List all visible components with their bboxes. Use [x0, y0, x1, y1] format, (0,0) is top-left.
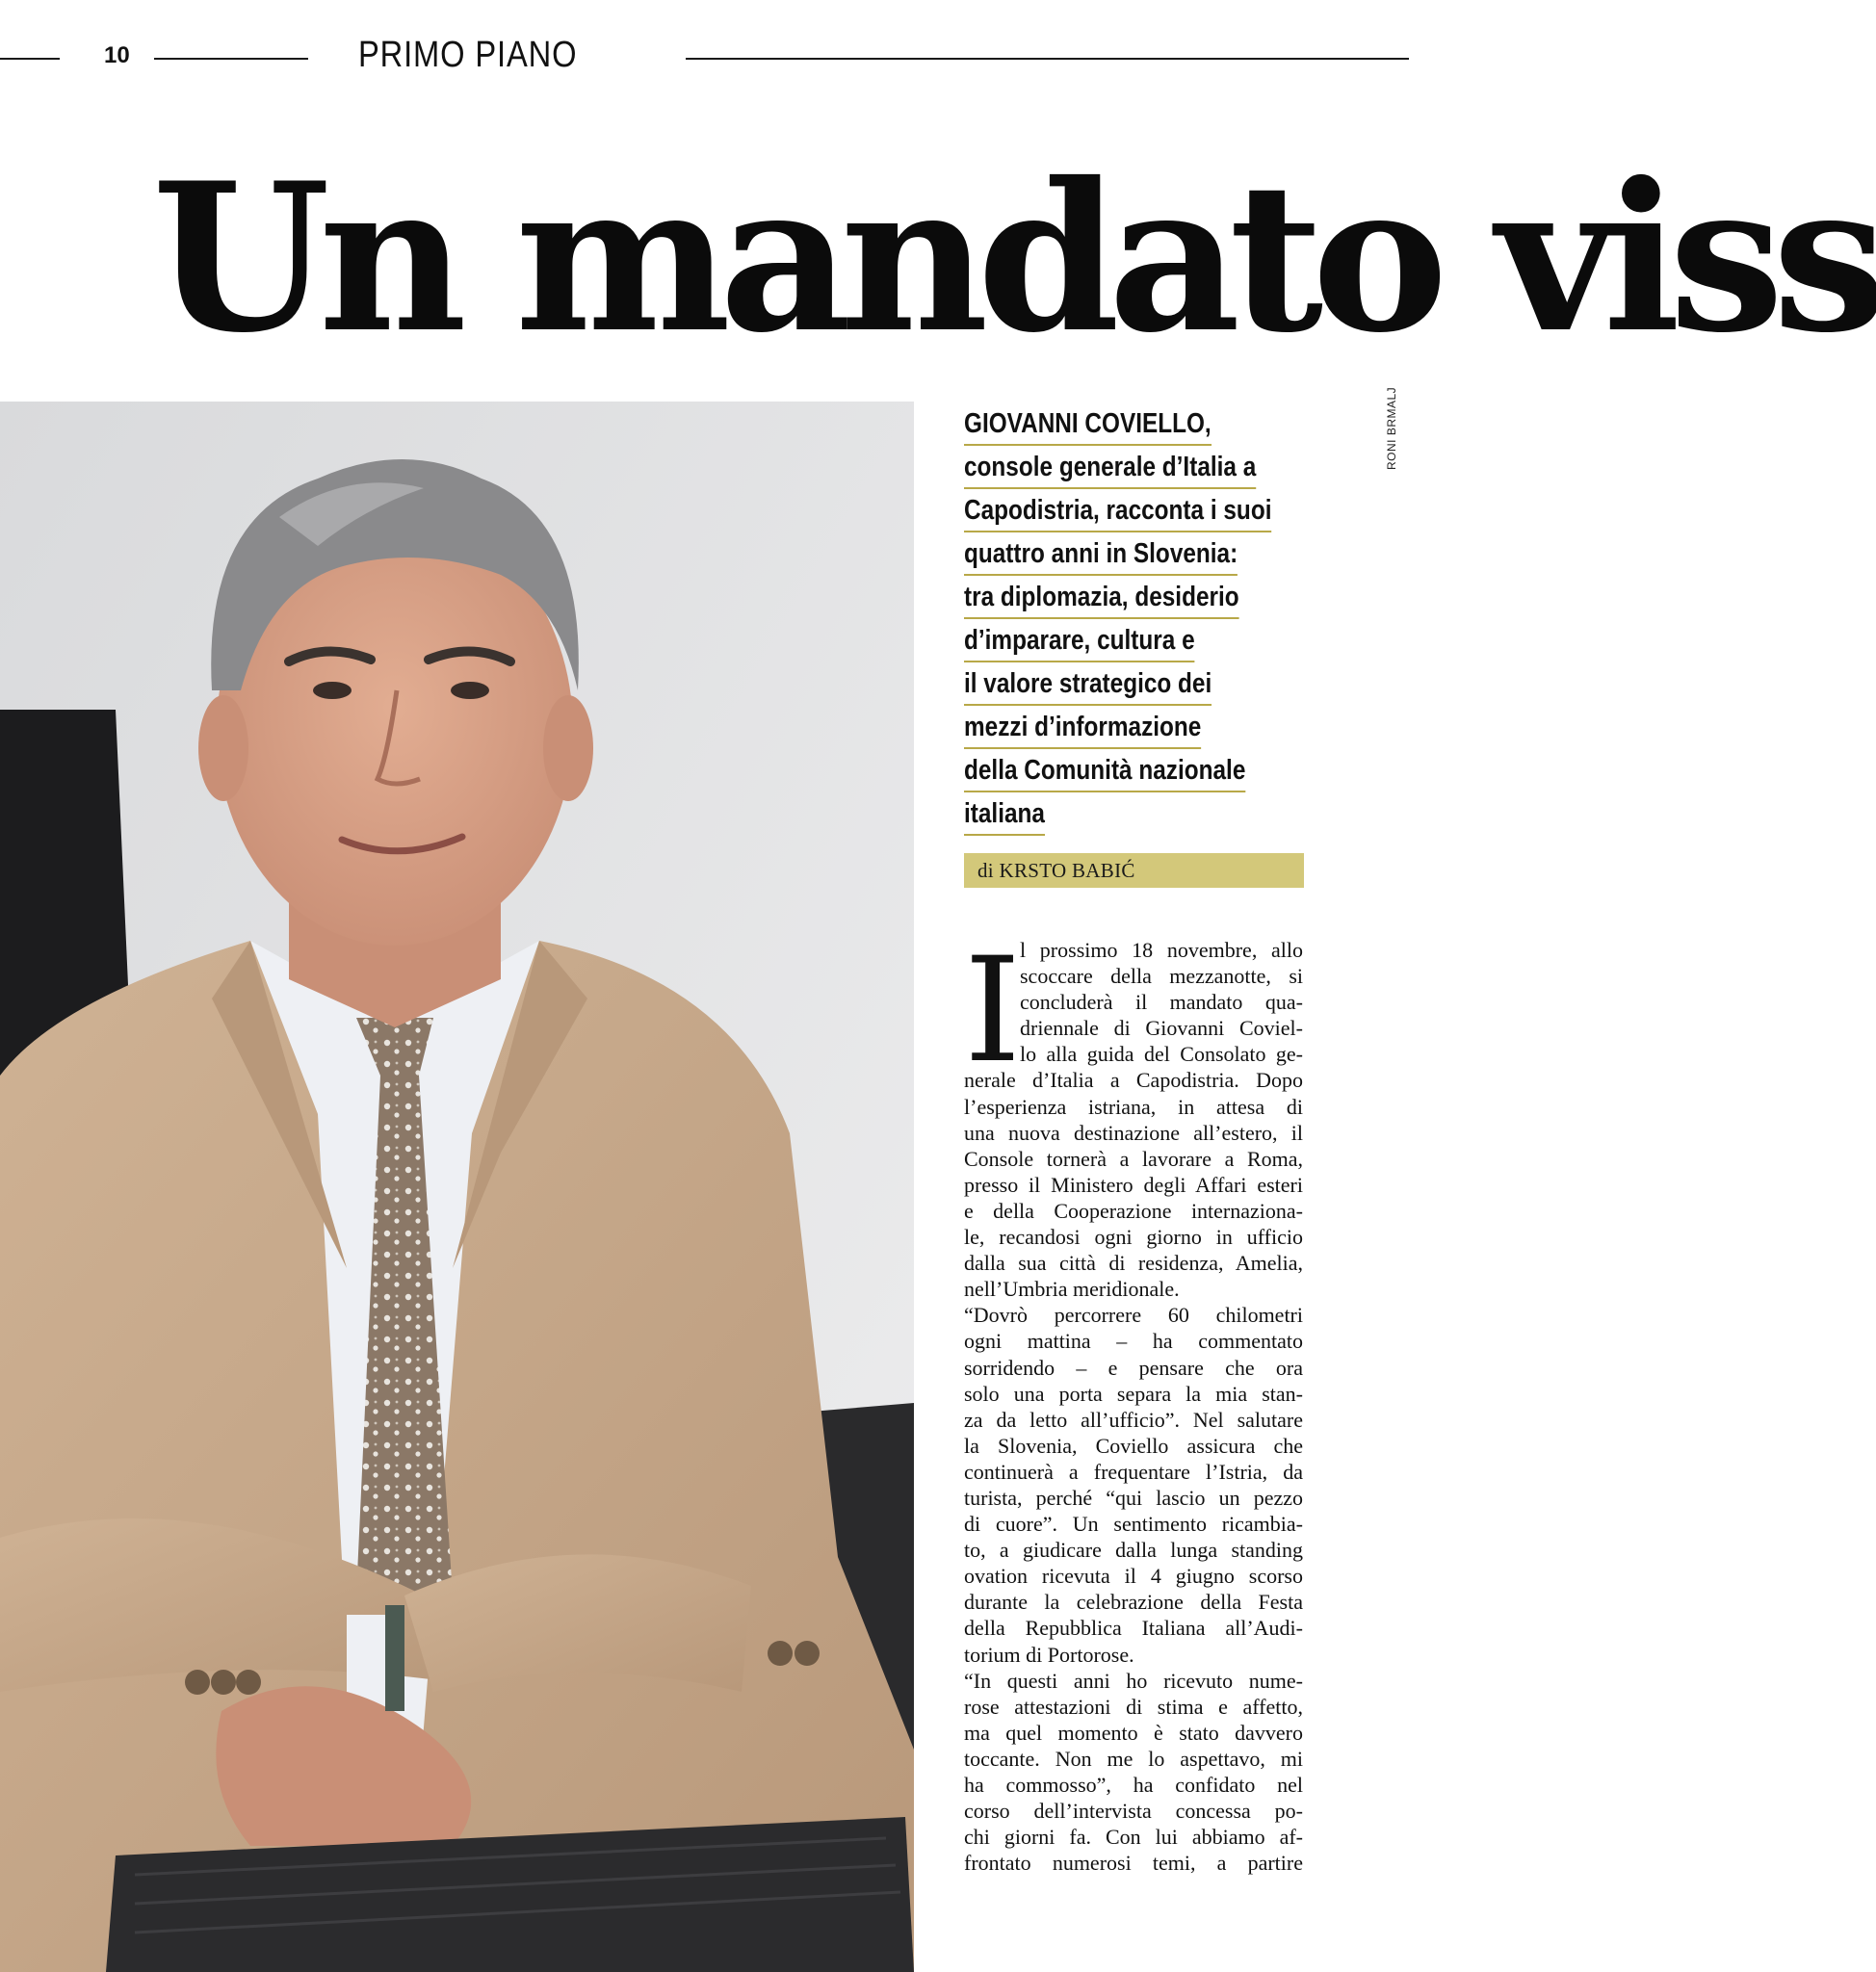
body-line: le, recandosi ogni giorno in ufficio — [964, 1225, 1303, 1250]
page-number: 10 — [104, 42, 130, 68]
headline-area — [0, 138, 1876, 377]
body-line: frontato numerosi temi, a partire — [964, 1851, 1303, 1876]
headline: Un mandato viss — [152, 138, 1876, 377]
standfirst — [964, 402, 1311, 836]
body-line: sorridendo – e pensare che ora — [964, 1355, 1303, 1380]
byline-box — [964, 853, 1304, 888]
body-line: Console tornerà a lavorare a Roma, — [964, 1146, 1303, 1171]
body-line: chi giorni fa. Con lui abbiamo af- — [964, 1825, 1303, 1850]
standfirst-line: GIOVANNI COVIELLO, — [964, 402, 1255, 446]
standfirst-line: d’imparare, cultura e — [964, 619, 1255, 662]
standfirst-line: tra diplomazia, desiderio — [964, 576, 1255, 619]
body-line: presso il Ministero degli Affari esteri — [964, 1172, 1303, 1197]
header-rule-left — [0, 58, 60, 60]
body-line: ogni mattina – ha commentato — [964, 1329, 1303, 1354]
portrait-photo — [0, 402, 914, 1972]
header-rule-right — [686, 58, 1409, 60]
standfirst-line: Capodistria, racconta i suoi — [964, 489, 1255, 532]
byline: di KRSTO BABIĆ — [977, 859, 1135, 882]
body-line: driennale di Giovanni Coviel- — [1020, 1016, 1303, 1041]
standfirst-line: della Comunità nazionale — [964, 749, 1255, 792]
body-line: concluderà il mandato qua- — [1020, 990, 1303, 1015]
standfirst-line: console generale d’Italia a — [964, 446, 1255, 489]
body-line: torium di Portorose. — [964, 1642, 1134, 1667]
body-line: lo alla guida del Consolato ge- — [1020, 1042, 1303, 1067]
body-line: to, a giudicare dalla lunga standing — [964, 1538, 1303, 1563]
header-rule-middle — [154, 58, 308, 60]
body-line: toccante. Non me lo aspettavo, mi — [964, 1746, 1303, 1771]
body-line: ovation ricevuta il 4 giugno scorso — [964, 1564, 1303, 1589]
body-line: di cuore”. Un sentimento ricambia- — [964, 1512, 1303, 1537]
body-line: l prossimo 18 novembre, allo — [1020, 938, 1303, 962]
body-line: durante la celebrazione della Festa — [964, 1590, 1303, 1615]
article-body — [964, 927, 1303, 1876]
section-title: PRIMO PIANO — [358, 35, 578, 75]
body-line: e della Cooperazione internaziona- — [964, 1198, 1303, 1223]
standfirst-line: quattro anni in Slovenia: — [964, 532, 1255, 576]
body-line: ha commosso”, ha confidato nel — [964, 1773, 1303, 1797]
body-line: corso dell’intervista concessa po- — [964, 1799, 1303, 1824]
body-line: dalla sua città di residenza, Amelia, — [964, 1251, 1303, 1276]
body-line: “In questi anni ho ricevuto nume- — [964, 1668, 1303, 1693]
body-line: della Repubblica Italiana all’Audi- — [964, 1616, 1303, 1641]
body-line: “Dovrò percorrere 60 chilometri — [964, 1303, 1303, 1328]
body-line: za da letto all’ufficio”. Nel salutare — [964, 1407, 1303, 1432]
standfirst-line: italiana — [964, 792, 1255, 836]
body-line: l’esperienza istriana, in attesa di — [964, 1094, 1303, 1119]
body-line: una nuova destinazione all’estero, il — [964, 1120, 1303, 1145]
body-line: rose attestazioni di stima e affetto, — [964, 1694, 1303, 1719]
body-line: solo una porta separa la mia stan- — [964, 1381, 1303, 1406]
body-line: nell’Umbria meridionale. — [964, 1277, 1180, 1302]
standfirst-line: il valore strategico dei — [964, 662, 1255, 706]
body-line: ma quel momento è stato davvero — [964, 1720, 1303, 1745]
drop-cap: I — [964, 927, 1022, 1095]
body-line: continuerà a frequentare l’Istria, da — [964, 1459, 1303, 1484]
body-line: turista, perché “qui lascio un pezzo — [964, 1485, 1303, 1510]
standfirst-line: mezzi d’informazione — [964, 706, 1255, 749]
body-line: scoccare della mezzanotte, si — [1020, 964, 1303, 989]
photo-credit: RONI BRMALJ — [1385, 386, 1398, 470]
body-line: nerale d’Italia a Capodistria. Dopo — [964, 1068, 1303, 1093]
body-line: la Slovenia, Coviello assicura che — [964, 1433, 1303, 1458]
